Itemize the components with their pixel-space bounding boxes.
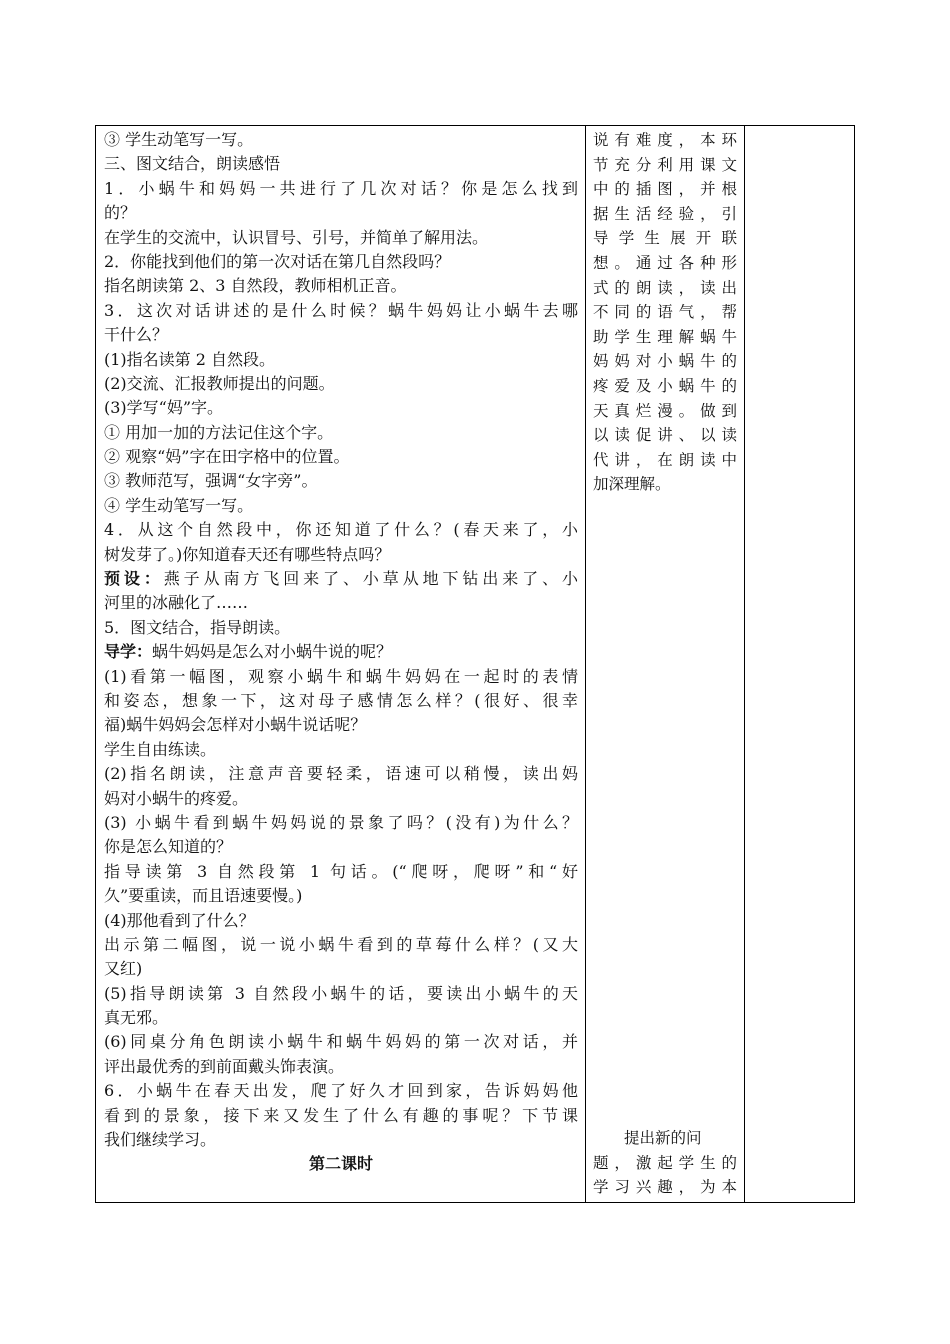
text-line (104, 689, 578, 713)
note-line: 学习兴趣，为本 (593, 1178, 737, 1197)
line-text: 真无邪。 (104, 1008, 169, 1028)
text-line (104, 518, 578, 542)
text-line (104, 1055, 578, 1079)
text-line (104, 567, 578, 591)
text-line (104, 250, 578, 274)
line-text: 干什么？ (104, 325, 169, 345)
section-heading: 第二课时 (308, 1154, 373, 1174)
text-line (104, 396, 578, 420)
line-text: ③ 教师范写，强调“女字旁”。 (104, 471, 318, 491)
teaching-process-column (104, 128, 578, 1177)
text-line (104, 835, 578, 859)
text-line (104, 982, 578, 1006)
note-line: 以读促讲、以读 (593, 426, 737, 445)
column-divider (585, 126, 586, 1202)
note-line: 不同的语气，帮 (593, 303, 737, 322)
line-text: 评出最优秀的到前面戴头饰表演。 (104, 1056, 345, 1076)
note-line: 中的插图，并根 (593, 180, 737, 199)
text-line (104, 494, 578, 518)
note-line: 导学生展开联 (593, 229, 737, 248)
text-line (104, 226, 578, 250)
line-text: 又红) (104, 959, 143, 979)
note-line: 想。通过各种形 (593, 253, 737, 272)
text-line (104, 543, 578, 567)
line-text: 妈对小蜗牛的疼爱。 (104, 788, 249, 808)
text-line (104, 957, 578, 981)
note-line: 助学生理解蜗牛 (593, 327, 737, 346)
line-text: 看到的景象，接下来又发生了什么有趣的事呢？下节课 (104, 1105, 578, 1125)
note-line: 疼爱及小蜗牛的 (593, 376, 737, 395)
note-line: 代讲，在朗读中 (593, 450, 737, 469)
text-line (104, 860, 578, 884)
line-text: 福)蜗牛妈妈会怎样对小蜗牛说话呢？ (104, 715, 367, 735)
line-text: ② 观察“妈”字在田字格中的位置。 (104, 447, 350, 467)
note-line: 加深理解。 (593, 475, 671, 494)
line-text: 三、图文结合，朗读感悟 (104, 154, 281, 174)
line-text: 指导读第 3 自然段第 1 句话。(“爬呀，爬呀”和“好 (104, 861, 578, 881)
note-line: 节充分利用课文 (593, 155, 737, 174)
line-text: 河里的冰融化了…… (104, 593, 249, 613)
text-line (104, 1079, 578, 1103)
line-text: (1)看第一幅图，观察小蜗牛和蜗牛妈妈在一起时的表情 (104, 666, 578, 686)
line-text: 树发芽了。)你知道春天还有哪些特点吗？ (104, 544, 391, 564)
line-text: 久”要重读，而且语速要慢。) (104, 886, 303, 906)
design-intent-column-bottom (593, 1126, 737, 1200)
text-line (104, 640, 578, 664)
text-line (104, 323, 578, 347)
text-line (104, 787, 578, 811)
text-line (104, 201, 578, 225)
line-text: 4．从这个自然段中，你还知道了什么？(春天来了，小 (104, 520, 578, 540)
line-text: (5)指导朗读第 3 自然段小蜗牛的话，要读出小蜗牛的天 (104, 983, 578, 1003)
line-label: 预设： (104, 569, 164, 589)
line-text: 的？ (104, 203, 137, 223)
line-text: 6．小蜗牛在春天出发，爬了好久才回到家，告诉妈妈他 (104, 1081, 578, 1101)
line-text: 我们继续学习。 (104, 1130, 217, 1150)
line-text: (2)交流、汇报教师提出的问题。 (104, 373, 335, 393)
text-line (104, 665, 578, 689)
line-text: (4)那他看到了什么？ (104, 910, 255, 930)
line-text: ③ 学生动笔写一写。 (104, 130, 254, 149)
line-text: 3．这次对话讲述的是什么时候？蜗牛妈妈让小蜗牛去哪 (104, 300, 578, 320)
line-text: ① 用加一加的方法记住这个字。 (104, 422, 334, 442)
text-line (104, 1006, 578, 1030)
text-line (104, 152, 578, 176)
note-line: 题，激起学生的 (593, 1153, 737, 1172)
line-text: 出示第二幅图，说一说小蜗牛看到的草莓什么样？(又大 (104, 934, 578, 954)
line-text: (2)指名朗读，注意声音要轻柔，语速可以稍慢，读出妈 (104, 764, 578, 784)
text-line (104, 738, 578, 762)
text-line (104, 128, 578, 152)
text-line (104, 274, 578, 298)
text-line (104, 811, 578, 835)
text-line (104, 1128, 578, 1152)
note-line: 天真烂漫。做到 (593, 401, 737, 420)
note-line: 提出新的问 (593, 1129, 702, 1147)
text-line (104, 445, 578, 469)
line-text: 学生自由练读。 (104, 739, 217, 759)
line-label: 导学： (104, 642, 153, 662)
text-line (104, 372, 578, 396)
line-text: (6)同桌分角色朗读小蜗牛和蜗牛妈妈的第一次对话，并 (104, 1032, 578, 1052)
text-line (104, 884, 578, 908)
text-line (104, 909, 578, 933)
line-text: (1)指名读第 2 自然段。 (104, 349, 276, 369)
note-line: 说有难度，本环 (593, 131, 737, 149)
text-line (104, 616, 578, 640)
design-intent-column (593, 128, 737, 497)
line-text: (3)学写“妈”字。 (104, 398, 224, 418)
text-line (104, 933, 578, 957)
text-line (104, 1030, 578, 1054)
text-line (104, 713, 578, 737)
note-line: 妈妈对小蜗牛的 (593, 352, 737, 371)
note-line: 据生活经验，引 (593, 204, 737, 223)
line-text: 5．图文结合，指导朗读。 (104, 617, 291, 637)
text-line (104, 469, 578, 493)
line-text: 和姿态，想象一下，这对母子感情怎么样？(很好、很幸 (104, 690, 578, 710)
text-line (104, 348, 578, 372)
note-line: 式的朗读，读出 (593, 278, 737, 297)
line-text: 在学生的交流中，认识冒号、引号，并简单了解用法。 (104, 227, 489, 247)
line-text: 你是怎么知道的？ (104, 837, 233, 857)
text-line (104, 762, 578, 786)
text-line (104, 591, 578, 615)
line-text: ④ 学生动笔写一写。 (104, 495, 254, 515)
line-text: 2．你能找到他们的第一次对话在第几自然段吗？ (104, 251, 451, 271)
text-line (104, 177, 578, 201)
lesson-plan-table (95, 125, 855, 1203)
line-text: 燕子从南方飞回来了、小草从地下钻出来了、小 (163, 569, 578, 589)
line-text: (3) 小蜗牛看到蜗牛妈妈说的景象了吗？(没有)为什么？ (104, 812, 578, 832)
line-text: 指名朗读第 2、3 自然段，教师相机正音。 (104, 276, 407, 296)
text-line (104, 299, 578, 323)
text-line (104, 1104, 578, 1128)
line-text: 蜗牛妈妈是怎么对小蜗牛说的呢？ (152, 642, 393, 662)
column-divider (744, 126, 745, 1202)
line-text: 1．小蜗牛和妈妈一共进行了几次对话？你是怎么找到 (104, 178, 578, 198)
text-line (104, 421, 578, 445)
